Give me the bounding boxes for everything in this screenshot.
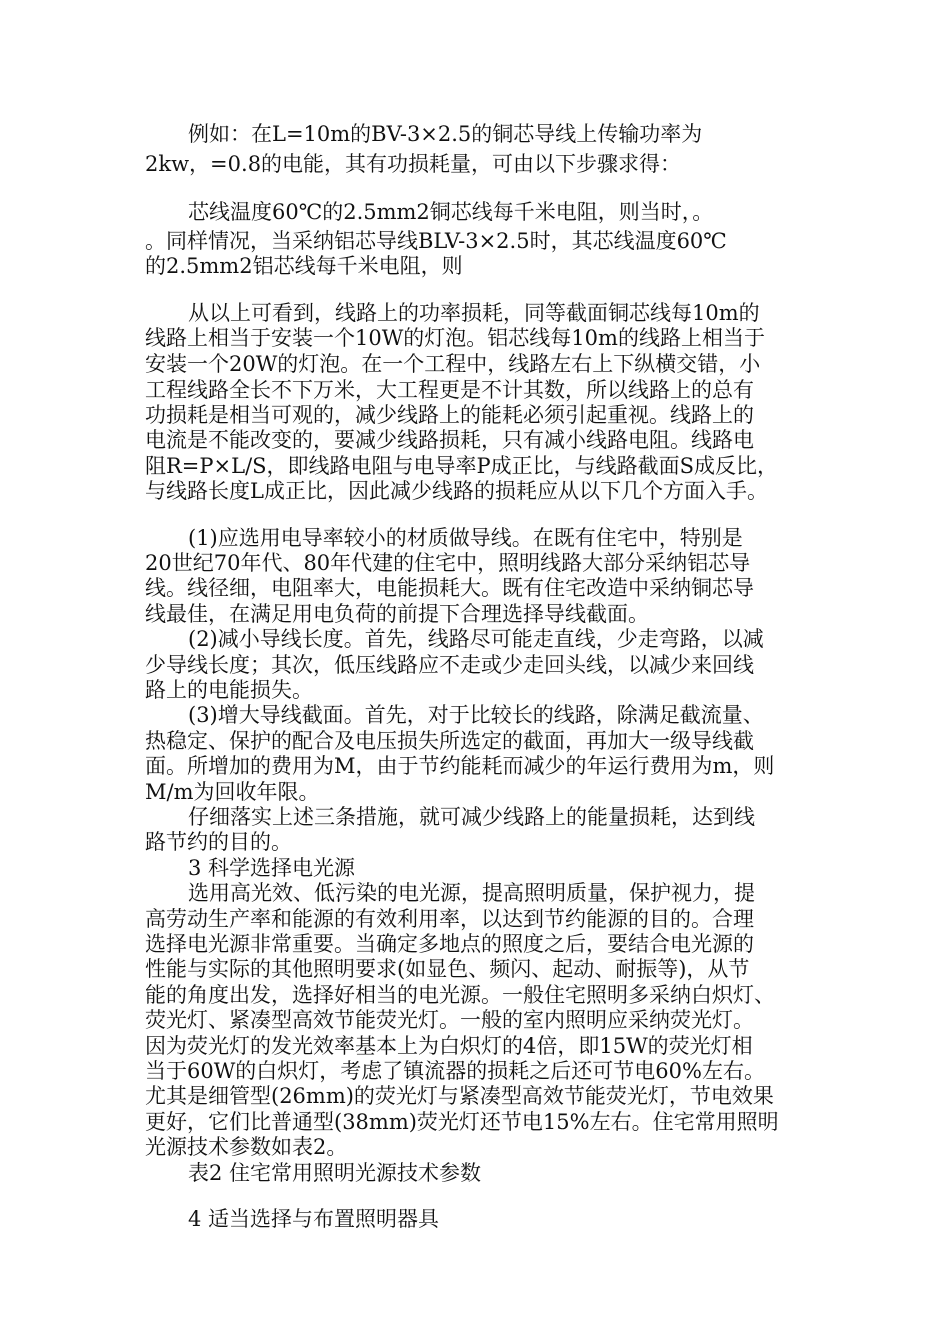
text-line: 当于60W的白炽灯，考虑了镇流器的损耗之后还可节电60%左右。: [145, 1059, 765, 1083]
table-caption: 表2 住宅常用照明光源技术参数: [188, 1161, 482, 1185]
text-line: 20世纪70年代、80年代建的住宅中，照明线路大部分采纳铝芯导: [145, 551, 751, 575]
text-line: 高劳动生产率和能源的有效利用率，以达到节约能源的目的。合理: [145, 907, 754, 931]
text-line: 面。所增加的费用为M，由于节约能耗而减少的年运行费用为m，则: [145, 754, 775, 778]
text-line: 路节约的目的。: [145, 830, 292, 854]
text-line: 路上的电能损失。: [145, 678, 313, 702]
text-line: 能的角度出发，选择好相当的电光源。一般住宅照明多采纳白炽灯、: [145, 983, 775, 1007]
text-line: 的2.5mm2铝芯线每千米电阻，则: [145, 254, 463, 278]
text-line: (3)增大导线截面。首先，对于比较长的线路，除满足截流量、: [188, 703, 764, 727]
text-line: 选用高光效、低污染的电光源，提高照明质量，保护视力，提: [188, 881, 755, 905]
text-line: 选择电光源非常重要。当确定多地点的照度之后，要结合电光源的: [145, 932, 754, 956]
text-line: 少导线长度；其次，低压线路应不走或少走回头线，以减少来回线: [145, 653, 754, 677]
text-line: 热稳定、保护的配合及电压损失所选定的截面，再加大一级导线截: [145, 729, 754, 753]
text-line: 电流是不能改变的，要减少线路损耗，只有减小线路电阻。线路电: [145, 428, 754, 452]
section-heading: 4 适当选择与布置照明器具: [188, 1207, 440, 1231]
section-heading: 3 科学选择电光源: [188, 856, 356, 880]
text-line: 光源技术参数如表2。: [145, 1135, 348, 1159]
text-line: 。同样情况，当采纳铝芯导线BLV-3×2.5时，其芯线温度60℃: [145, 229, 727, 253]
text-line: 芯线温度60℃的2.5mm2铜芯线每千米电阻，则当时，。: [188, 200, 714, 224]
text-line: 因为荧光灯的发光效率基本上为白炽灯的4倍，即15W的荧光灯相: [145, 1034, 753, 1058]
text-line: (2)减小导线长度。首先，线路尽可能走直线，少走弯路，以减: [188, 627, 764, 651]
text-line: 线最佳，在满足用电负荷的前提下合理选择导线截面。: [145, 602, 649, 626]
text-line: 阻R=P×L/S，即线路电阻与电导率P成正比，与线路截面S成反比，: [145, 454, 779, 478]
text-line: 例如：在L=10m的BV-3×2.5的铜芯导线上传输功率为: [188, 122, 703, 146]
text-line: 性能与实际的其他照明要求(如显色、频闪、起动、耐振等)，从节: [145, 957, 750, 981]
text-line: 线。线径细，电阻率大，电能损耗大。既有住宅改造中采纳铜芯导: [145, 576, 754, 600]
text-line: 从以上可看到，线路上的功率损耗，同等截面铜芯线每10m的: [188, 301, 760, 325]
text-line: 2kw，=0.8的电能，其有功损耗量，可由以下步骤求得：: [145, 152, 682, 176]
text-line: 与线路长度L成正比，因此减少线路的损耗应从以下几个方面入手。: [145, 479, 768, 503]
text-line: 更好，它们比普通型(38mm)荧光灯还节电15%左右。住宅常用照明: [145, 1110, 779, 1134]
text-line: 工程线路全长不下万米，大工程更是不计其数，所以线路上的总有: [145, 378, 754, 402]
text-line: 线路上相当于安装一个10W的灯泡。铝芯线每10m的线路上相当于: [145, 326, 765, 350]
text-line: 仔细落实上述三条措施，就可减少线路上的能量损耗，达到线: [188, 805, 755, 829]
text-line: 安装一个20W的灯泡。在一个工程中，线路左右上下纵横交错，小: [145, 352, 761, 376]
text-line: 尤其是细管型(26mm)的荧光灯与紧凑型高效节能荧光灯，节电效果: [145, 1084, 774, 1108]
text-line: 荧光灯、紧凑型高效节能荧光灯。一般的室内照明应采纳荧光灯。: [145, 1008, 754, 1032]
text-line: M/m为回收年限。: [145, 780, 320, 804]
text-line: 功损耗是相当可观的，减少线路上的能耗必须引起重视。线路上的: [145, 403, 754, 427]
text-line: (1)应选用电导率较小的材质做导线。在既有住宅中，特别是: [188, 526, 743, 550]
